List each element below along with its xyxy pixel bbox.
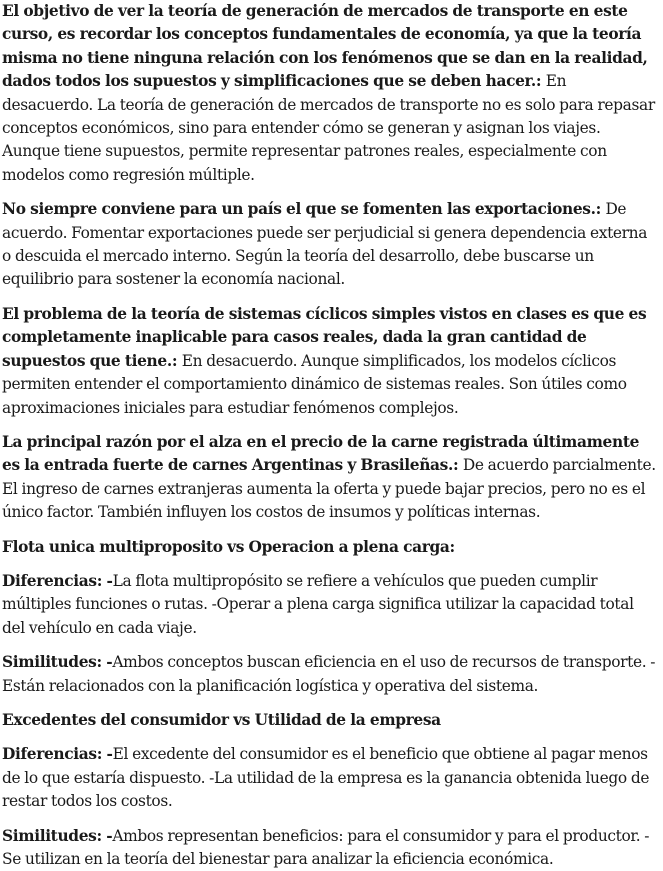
excedentes-diferencias — [2, 743, 659, 813]
diferencias-text: La flota multipropósito se refiere a vehículos que pueden cumplir múltiples funciones o rutas. -Operar a plena carga significa utilizar la capacidad total del vehículo en cada viaje. — [2, 571, 634, 637]
statement-exportaciones — [2, 198, 659, 292]
statement-answer: En desacuerdo. La teoría de generación de mercados de transporte no es solo para repasar conceptos económicos, sino para entender cómo se generan y asignan los viajes. Aunque tiene supuestos, permite representar patrones reales, especialmente con modelos como regresión múltiple. — [2, 72, 655, 184]
section-heading-text: Flota unica multiproposito vs Operacion a plena carga: — [2, 537, 455, 556]
section-heading-excedentes — [2, 709, 659, 732]
flota-similitudes — [2, 651, 659, 698]
statement-bold: El objetivo de ver la teoría de generación de mercados de transporte en este curso, es recordar los conceptos fundamentales de economía, ya que la teoría misma no tiene ninguna relación con los fenómenos que se dan en la realidad, dados todos los supuestos y simplificaciones que se deben hacer.: — [2, 2, 648, 91]
statement-objetivo-teoria — [2, 0, 659, 187]
diferencias-text: El excedente del consumidor es el beneficio que obtiene al pagar menos de lo que estaría dispuesto. -La utilidad de la empresa es la ganancia obtenida luego de restar todos los costos. — [2, 745, 650, 811]
section-heading-flota — [2, 536, 659, 559]
statement-sistemas-ciclicos — [2, 303, 659, 420]
statement-answer: En desacuerdo. Aunque simplificados, los modelos cíclicos permiten entender el comportamiento dinámico de sistemas reales. Son útiles como aproximaciones iniciales para estudiar fenómenos complejos. — [2, 351, 627, 417]
statement-answer: De acuerdo. Fomentar exportaciones puede ser perjudicial si genera dependencia externa o descuida el mercado interno. Según la teoría del desarrollo, debe buscarse un equilibrio para sostener la economía nacional. — [2, 200, 648, 289]
statement-bold: No siempre conviene para un país el que se fomenten las exportaciones.: — [2, 200, 606, 219]
similitudes-text: Ambos conceptos buscan eficiencia en el uso de recursos de transporte. -Están relacionados con la planificación logística y operativa del sistema. — [2, 653, 656, 695]
label-diferencias: Diferencias: - — [2, 571, 113, 590]
label-similitudes: Similitudes: - — [2, 826, 113, 845]
statement-precio-carne — [2, 431, 659, 525]
flota-diferencias — [2, 570, 659, 640]
statement-answer: De acuerdo parcialmente. El ingreso de carnes extranjeras aumenta la oferta y puede bajar precios, pero no es el único factor. También influyen los costos de insumos y políticas internas. — [2, 456, 656, 522]
label-similitudes: Similitudes: - — [2, 653, 113, 672]
label-diferencias: Diferencias: - — [2, 745, 113, 764]
section-heading-text: Excedentes del consumidor vs Utilidad de la empresa — [2, 710, 441, 729]
similitudes-text: Ambos representan beneficios: para el consumidor y para el productor. -Se utilizan en la teoría del bienestar para analizar la eficiencia económica. — [2, 826, 650, 868]
excedentes-similitudes — [2, 825, 659, 871]
statement-bold: El problema de la teoría de sistemas cíclicos simples vistos en clases es que es completamente inaplicable para casos reales, dada la gran cantidad de supuestos que tiene.: — [2, 304, 647, 370]
statement-bold: La principal razón por el alza en el precio de la carne registrada últimamente es la entrada fuerte de carnes Argentinas y Brasileñas.: — [2, 432, 640, 475]
